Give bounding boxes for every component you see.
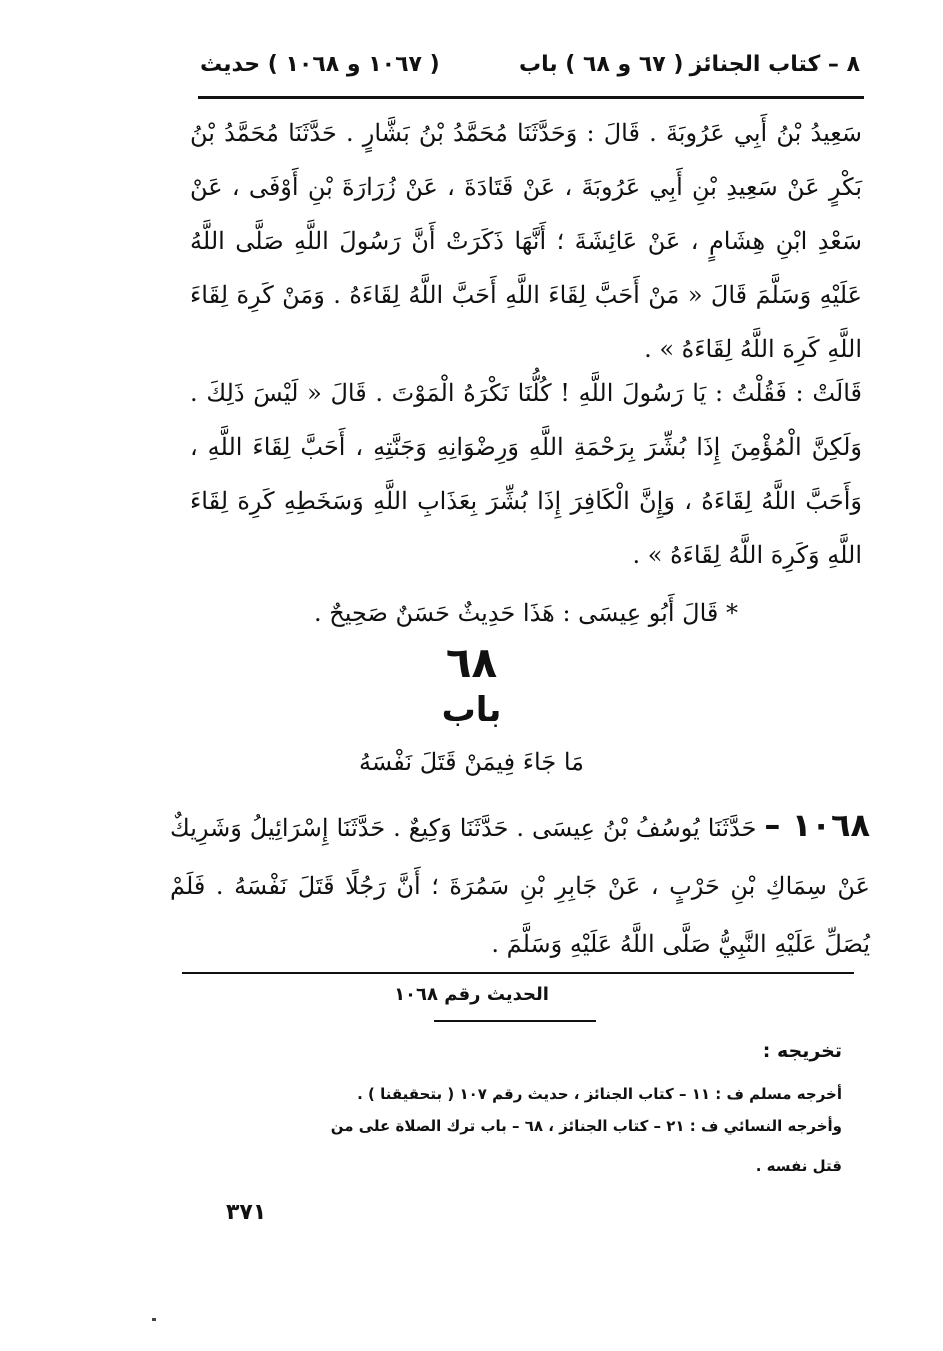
footnote-line-1: أخرجه مسلم ف : ١١ – كتاب الجنائز ، حديث رقم ١٠٧ ( بتحقيقنا ) .	[357, 1085, 842, 1103]
header-hadiths: ( ١٠٦٧ و ١٠٦٨ ) حديث	[200, 52, 440, 77]
footnote-line-3: قتل نفسه .	[755, 1157, 842, 1175]
footnote-lines	[182, 1078, 842, 1182]
hadith-1068	[170, 796, 870, 973]
page-number: ٣٧١	[226, 1200, 267, 1225]
header-section: ( ٦٧ و ٦٨ ) باب	[519, 52, 684, 77]
footnote-heading: الحديث رقم ١٠٦٨	[394, 984, 549, 1005]
scan-speck	[152, 1318, 156, 1321]
hadith-text: حَدَّثَنَا يُوسُفُ بْنُ عِيسَى . حَدَّثَنَا وَكِيعٌ . حَدَّثَنَا إِسْرَائِيلُ وَشَرِيكٌ عَنْ سِمَاكِ بْنِ حَرْبٍ ، عَنْ جَابِرِ بْنِ سَمُرَةَ ؛ أَنَّ رَجُلًا قَتَلَ نَفْسَهُ . فَلَمْ يُصَلِّ عَلَيْهِ النَّبِيُّ صَلَّى اللَّهُ عَلَيْهِ وَسَلَّمَ .	[170, 814, 870, 958]
footnote-divider	[182, 972, 854, 974]
paragraph-abu-isa-grading: * قَالَ أَبُو عِيسَى : هَذَا حَدِيثٌ حَسَنٌ صَحِيحٌ .	[313, 599, 739, 627]
header-hadith-range	[200, 52, 683, 77]
footnote-heading-underline	[434, 1020, 596, 1022]
hadith-number: ١٠٦٨ –	[764, 806, 871, 844]
running-header	[200, 52, 860, 88]
chapter-title: مَا جَاءَ فِيمَنْ قَتَلَ نَفْسَهُ	[359, 748, 584, 776]
paragraph-aisha-question: قَالَتْ : فَقُلْتُ : يَا رَسُولَ اللَّهِ ! كُلُّنَا نَكْرَهُ الْمَوْتَ . قَالَ « لَيْسَ ذَلِكَ . وَلَكِنَّ الْمُؤْمِنَ إِذَا بُشِّرَ بِرَحْمَةِ اللَّهِ وَرِضْوَانِهِ وَجَنَّتِهِ ، أَحَبَّ لِقَاءَ اللَّهِ ، وَأَحَبَّ اللَّهُ لِقَاءَهُ ، وَإِنَّ الْكَافِرَ إِذَا بُشِّرَ بِعَذَابِ اللَّهِ وَسَخَطِهِ كَرِهَ لِقَاءَ اللَّهِ وَكَرِهَ اللَّهُ لِقَاءَهُ » .	[190, 379, 862, 569]
header-chapter: ٨ – كتاب الجنائز	[689, 52, 860, 77]
takhrij-label: تخريجه :	[762, 1040, 842, 1062]
header-rule	[198, 96, 864, 99]
bab-label: باب	[441, 690, 502, 730]
paragraph-chain-and-hadith: سَعِيدُ بْنُ أَبِي عَرُوبَةَ . قَالَ : وَحَدَّثَنَا مُحَمَّدُ بْنُ بَشَّارٍ . حَدَّثَنَا مُحَمَّدُ بْنُ بَكْرٍ عَنْ سَعِيدِ بْنِ أَبِي عَرُوبَةَ ، عَنْ قَتَادَةَ ، عَنْ زُرَارَةَ بْنِ أَوْفَى ، عَنْ سَعْدِ ابْنِ هِشَامٍ ، عَنْ عَائِشَةَ ؛ أَنَّهَا ذَكَرَتْ أَنَّ رَسُولَ اللَّهِ صَلَّى اللَّهُ عَلَيْهِ وَسَلَّمَ قَالَ « مَنْ أَحَبَّ لِقَاءَ اللَّهِ أَحَبَّ اللَّهُ لِقَاءَهُ . وَمَنْ كَرِهَ لِقَاءَ اللَّهِ كَرِهَ اللَّهُ لِقَاءَهُ » .	[190, 119, 863, 363]
footnote-line-2: وأخرجه النسائي ف : ٢١ – كتاب الجنائز ، ٦٨ – باب ترك الصلاة على من	[330, 1117, 842, 1135]
chapter-number: ٦٨	[445, 638, 498, 687]
